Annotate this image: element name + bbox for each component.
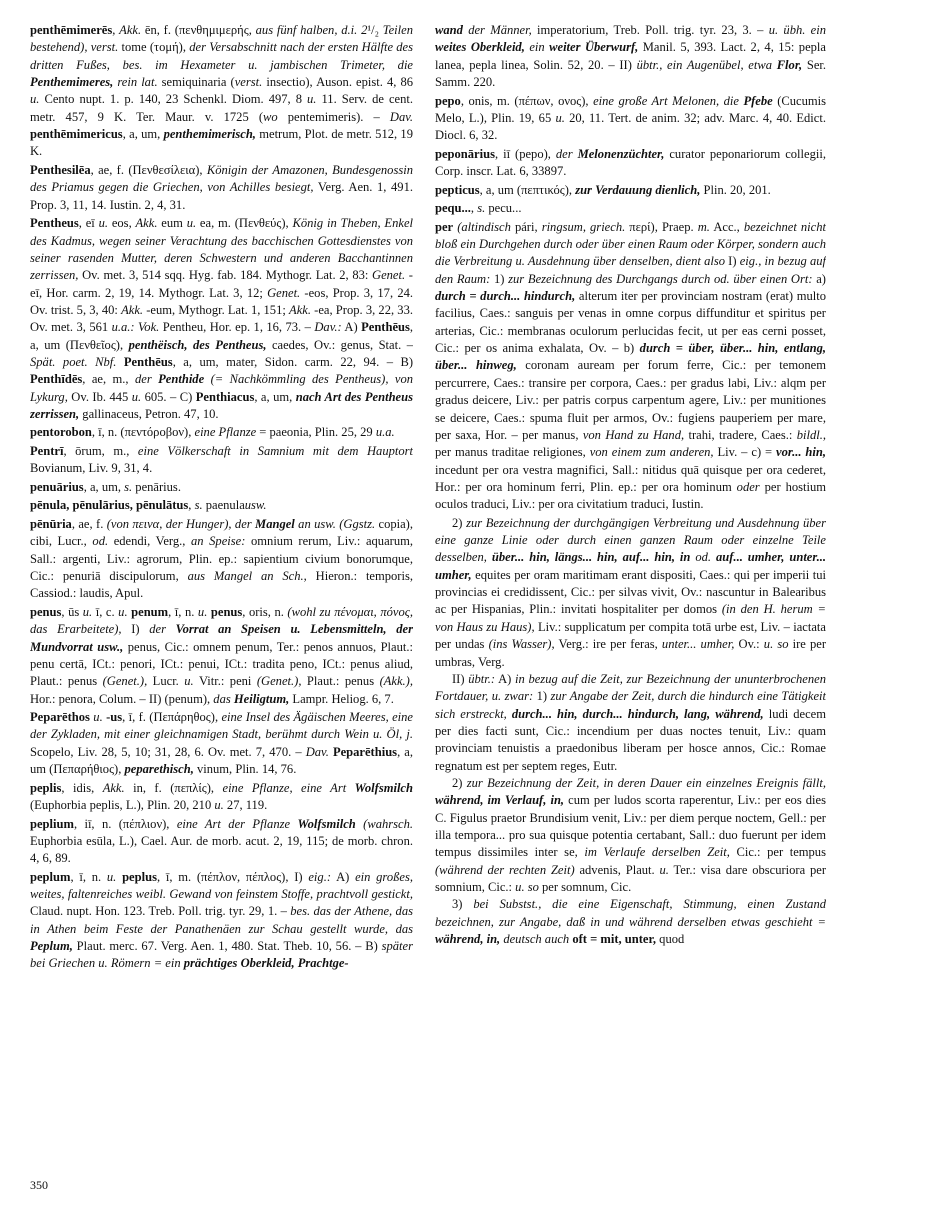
entry-text: , (188, 498, 195, 513)
entry-headword: pepticus (435, 182, 480, 197)
entry-headword: Penthesilēa (30, 162, 91, 177)
entry-text: (= Nachkömmling des Pentheus), von Lykurg, (30, 372, 413, 404)
entry-text: Penthīdēs (30, 372, 83, 387)
entry-text: quod (656, 932, 685, 946)
entry-text: 2) (452, 515, 467, 530)
entry-text: aus fünf halben, d.i. 2 (255, 23, 368, 37)
entry-text: , iī (pepo), (494, 146, 556, 161)
entry-text: , ī, m. (πέπλον, πέπλος), I) (156, 869, 309, 884)
entry-text: Penthēus (361, 320, 410, 335)
entry-text: , a, um (Πεπαρήθιος), (30, 744, 413, 777)
entry-text: , ī, n. (70, 869, 107, 884)
entry-text: Vitr.: peni (193, 674, 257, 689)
entry-text: , ae, f. (Πενθεσίλεια), (90, 162, 207, 177)
entry-text: curator peponariorum collegii, Corp. inscr. Lat. 6, 33897. (435, 146, 826, 179)
entry-text: Akk. (119, 23, 142, 37)
entry-text: ī, c. (92, 604, 119, 619)
entry-text: Ter.: visa dare obscuriora per somnium, Cic.: (435, 862, 826, 894)
entry-text: trahi, tradere, Caes.: (684, 427, 797, 442)
entry-text: später bei Griechen u. Römern = ein (30, 939, 413, 971)
entry-text: 2) (452, 775, 467, 790)
entry-text: semiquinaria ( (157, 75, 235, 90)
entry-text: Liv. – c) = (713, 445, 777, 460)
entry-text: übtr.: (468, 671, 496, 686)
entry-headword: pēnula, pēnulārius, pēnulātus (30, 498, 189, 513)
entry-text: per manus traditae religiones, (435, 445, 590, 460)
entry-text: Plaut. merc. 67. Verg. Aen. 1, 480. Stat. Theb. 10, 56. – B) (72, 939, 382, 954)
entry-headword: pēnūria (30, 516, 72, 531)
entry-text: Akk. (102, 780, 125, 795)
entry-text: König in Theben, Enkel des Kadmus, wegen seiner Verachtung des bacchischen Gottesdienstes von seiner rasenden Mutter, deren Schwestern und anderen Bacchantinnen zerrissen, (30, 216, 413, 283)
entry-text: ein (524, 40, 550, 55)
entry-text: Lampr. Heliog. 6, 7. (289, 691, 394, 706)
entry-text: Teilen bestehend), verst. (30, 23, 413, 55)
entry-text: 20, 11. Tert. de anim. 32; adv. Marc. 4, 40. Edict. Diocl. 6, 32. (435, 110, 826, 143)
entry-text: Flor, (776, 57, 803, 72)
entry-text: durch = durch... hindurch, (435, 289, 576, 304)
entry-text: u. (93, 710, 103, 725)
entry-text: Verg. Aen. 1, 491. Prop. 3, 11, 14. Iustin. 2, 4, 31. (30, 180, 413, 212)
entry-text: Ov. Ib. 445 (67, 389, 132, 404)
entry-text: m. (697, 219, 710, 234)
entry-text: u. (131, 389, 142, 404)
entry-text: u. (82, 604, 93, 619)
right-column (435, 22, 826, 1177)
entry-text: deutsch auch (500, 932, 573, 946)
sense-paragraph (435, 896, 826, 948)
entry-text: Heiligtum, (233, 691, 290, 706)
entry-text: , a, um, (254, 389, 296, 404)
entry-text: gallinaceus, Petron. 47, 10. (79, 406, 219, 421)
entry-text: 1) (490, 271, 509, 286)
entry-text: Cento nupt. 1. p. 140, 23 Schenkl. Diom. 497, 8 (39, 92, 308, 107)
entry-text: durch... hin, durch... hindurch, lang, während, (511, 706, 764, 721)
entry-text: u. (214, 798, 224, 812)
entry-text: , (112, 23, 120, 37)
entry-text: eine große Art Melonen, die (593, 93, 744, 108)
entry-text: A) (495, 671, 516, 686)
dictionary-entry (30, 215, 413, 423)
entry-text: -eum, Mythogr. Lat. 1, 151; (143, 302, 290, 317)
entry-headword: penus (30, 604, 62, 619)
dictionary-entry (30, 516, 413, 603)
entry-text: , eī (78, 216, 99, 231)
dictionary-entry (30, 816, 413, 868)
entry-text: pecu... (485, 201, 522, 216)
dictionary-entry (30, 162, 413, 214)
entry-headword: pentorobon (30, 425, 92, 440)
entry-text: ludi decem per dies facti sunt, Cic.: incendium per duas noctes tenuit, Liv.: quam provinciam tenuistis a praedonibus liberam per hosce annos, Cic.: Romae regnatum est per septem reges, Eutr. (435, 706, 826, 773)
entry-text: Penthēus (123, 354, 173, 369)
entry-text: Ov. met. 3, 514 sqq. Hyg. fab. 184. Mythogr. Lat. 2, 83: (78, 268, 373, 283)
entry-text: Ov.: (734, 637, 764, 652)
entry-text: bildl., (796, 427, 826, 442)
entry-text: u. (30, 92, 40, 107)
entry-text: , oris, n. (242, 604, 288, 619)
entry-text: Hor.: penora, Colum. – II) (penum), (30, 691, 214, 706)
entry-text: an usw. (Ggstz. (294, 516, 376, 531)
entry-text: durch = über, über... hin, entlang, über... hinweg, (435, 341, 826, 373)
entry-text: Pentheu, Hor. ep. 1, 16, 73. – (159, 320, 315, 335)
entry-text: übtr., ein Augenübel, etwa (636, 57, 777, 72)
entry-text: (Genet.), (102, 674, 148, 689)
entry-text: pentemimeris). – (277, 109, 390, 124)
entry-text: (wohl zu πένομαι, πόνος, das Erarbeitete), (30, 604, 413, 637)
entry-text: nach Art des Pentheus zerrissen, (30, 389, 413, 421)
entry-text: während, im Verlauf, in, (435, 793, 565, 808)
entry-text: u. so (515, 879, 539, 894)
entry-text: II) (452, 671, 469, 686)
entry-text: u. so (763, 637, 789, 652)
entry-text: über... hin, längs... hin, auf... hin, in (491, 550, 691, 565)
entry-text: 11. Serv. de cent. metr. 457, 9 K. Ter. Maur. v. 1725 ( (30, 92, 413, 124)
dictionary-entry (435, 146, 826, 181)
entry-text: u. (197, 604, 208, 619)
entry-text: (Cucumis Melo, L.), Plin. 19, 65 (435, 93, 826, 125)
entry-text: , a, um, mater, Sidon. carm. 22, 94. – B) (172, 354, 413, 369)
entry-text: A) (331, 869, 356, 884)
entry-text: 605. – C) (141, 389, 196, 404)
entry-text: a) (812, 271, 826, 286)
entry-text: I) (724, 254, 740, 269)
entry-text: weiter Überwurf, (549, 40, 639, 55)
entry-text: u. übh. ein (768, 23, 826, 37)
sense-paragraph (435, 515, 826, 671)
sense-paragraph (435, 671, 826, 775)
entry-text: u. (106, 869, 117, 884)
entry-headword: peponārius (435, 146, 495, 161)
entry-text: rein lat. (113, 75, 158, 90)
entry-text: 3) (452, 897, 474, 912)
entry-text: Dav.: (314, 320, 342, 335)
entry-text: , a, um (Πενθεῖος), (30, 320, 413, 352)
entry-text: , ūs (61, 604, 83, 619)
entry-text: ¹/₂ (367, 23, 383, 37)
entry-text: weites Oberkleid, (435, 40, 525, 55)
entry-text: ea, m. (Πενθεύς), (196, 216, 293, 231)
dictionary-entry (435, 200, 826, 217)
entry-text: alterum iter per provinciam nostram (erat) multo facilius, Caes.: sanguis per venas in omne corpus diffunditur et spiritus per arterias, Cic.: membranas oculorum perlucidas fecit, ut per eas cerni posset, Cic.: per os anima exhalata, Ov. – b) (435, 289, 826, 356)
entry-text: von Hand zu Hand, (582, 427, 685, 442)
entry-text: , ī, n. (168, 604, 198, 619)
entry-text: Mangel (255, 516, 295, 531)
entry-text: per somnum, Cic. (538, 879, 632, 894)
entry-text: Hieron.: temporis, Cassiod.: laudis, Apul. (30, 568, 413, 601)
dictionary-entry (30, 497, 413, 514)
entry-text: advenis, Plaut. (574, 862, 660, 877)
entry-text: bei Substst., die eine Eigenschaft, Stimmung, einen Zustand bezeichnen, zur Angabe, daß in und während derselben etwas geschieht = (435, 897, 826, 929)
entry-text: -ea, Prop. 3, 22, 33. Ov. met. 3, 561 (30, 302, 413, 335)
entry-headword: Pentrī (30, 444, 64, 458)
entry-text: eig.: (308, 869, 332, 884)
entry-text: -eī, Hor. carm. 2, 19, 14. Mythogr. Lat. 3, 12; (30, 268, 413, 300)
entry-text: penthēmimericus (30, 127, 123, 142)
entry-text: Königin der Amazonen, Bundesgenossin des Priamus gegen die Griechen, von Achilles besiegt, (30, 162, 413, 195)
entry-text: Penthemimeres, (30, 75, 114, 90)
entry-text: 1) (533, 689, 551, 704)
entry-text: περί), Praep. (625, 219, 698, 234)
dictionary-entry (30, 479, 413, 496)
entry-text: (Euphorbia peplis, L.), Plin. 20, 210 (30, 798, 215, 812)
entry-text: omnium rerum, Liv.: aquarum, Sall.: argenti, Liv.: agrorum, Plin. ep.: sapientium civium bonorumque, Cic.: penuriā discipulorum, (30, 534, 413, 583)
entry-text: vor... hin, (776, 445, 826, 460)
entry-text: Akk. (289, 302, 311, 317)
entry-text: od. (690, 550, 716, 565)
entry-headword: penthēmimerēs (30, 23, 113, 37)
dictionary-entry (30, 443, 413, 478)
entry-text: Bovianum, Liv. 9, 31, 4. (30, 461, 153, 476)
entry-text: Penthide (158, 372, 205, 387)
entry-text: zur Bezeichnung des Durchgangs durch od. über einen Ort: (508, 271, 813, 286)
entry-text: u.a.: Vok. (111, 320, 160, 335)
entry-text: Pfebe (743, 93, 773, 108)
entry-text: (Akk.), (379, 674, 413, 689)
entry-text: an Speise: (191, 534, 246, 549)
entry-text: 27, 119. (223, 798, 268, 812)
entry-text: der Versabschnitt nach der ersten Hälfte des dritten Fußes, bes. im Hexameter u. jambischen Trimeter, die (30, 40, 413, 72)
entry-text: penus, Cic.: omnem penum, Ter.: penos annuos, Plaut.: penu certā, ICt.: penori, ICt.: penui, ICt.: tradita peno, ICt.: penus aliud, Plaut.: penus (30, 639, 413, 689)
entry-text: s. (194, 498, 203, 513)
entry-text: cum per ludos scorta raperentur, Liv.: per eos dies C. Figulus praetor Brundisium venit, Liv.: per diem perque noctem, Gell.: per illa tempora... pro sua quisque potentia certabant, Sall.: duo fuerunt per idem tempus dissimiles inter se, (435, 793, 826, 860)
dictionary-entry (435, 22, 826, 91)
entry-text: u. (98, 216, 109, 231)
entry-text: penthëisch, des Pentheus, (128, 337, 267, 352)
entry-text: bezeichnet nicht bloß ein Durchgehen durch oder über einen Raum oder Körper, sondern auch die Verbreitung u. Ausdehnung über denselben, dient also (435, 219, 826, 269)
entry-text: tome (τομή), (118, 40, 190, 55)
entry-text: (altindisch (457, 219, 511, 234)
left-column (30, 22, 413, 1177)
entry-text: penārius. (132, 479, 181, 494)
sense-paragraph (435, 775, 826, 896)
dictionary-entry (30, 709, 413, 778)
entry-text: u. (659, 862, 669, 877)
entry-text: peparethisch, (124, 762, 194, 777)
entry-text: od. (92, 534, 109, 549)
entry-text: (ins Wasser), (488, 637, 555, 652)
entry-text: imperatorium, Treb. Poll. trig. tyr. 23, 3. – (531, 23, 769, 37)
entry-text: zur Verdauung dienlich, (575, 182, 701, 197)
dictionary-page (30, 22, 910, 1182)
entry-text: -eos, Prop. 3, 17, 24. Ov. trist. 5, 3, 40: (30, 285, 413, 317)
entry-text: u. (184, 674, 194, 689)
entry-text: der (149, 622, 176, 637)
entry-text: Vorrat an Speisen u. Lebensmitteln, der Mundvorrat usw., (30, 622, 413, 654)
entry-text: paenula (202, 498, 245, 513)
entry-text: eine Insel des Ägäischen Meeres, eine der Zykladen, mit einer gleichnamigen Stadt, berühmt durch Wein u. Öl, j. (30, 710, 413, 742)
entry-text: (von πεινα, der Hunger), der (106, 516, 256, 531)
entry-text: , a, um, (122, 127, 164, 142)
entry-text: copia), cibi, Lucr., (30, 516, 413, 549)
entry-text: Wolfsmilch (297, 816, 356, 831)
entry-text: Dav. (389, 109, 413, 124)
entry-text: oder (736, 479, 760, 494)
entry-text: Peparēthius (332, 744, 398, 759)
entry-text: das (213, 691, 234, 706)
entry-text: Melonenzüchter, (577, 146, 665, 161)
entry-text: , (470, 201, 478, 216)
entry-text: prächtiges Oberkleid, Prachtge- (183, 956, 349, 971)
entry-text: caedes, Ov.: genus, Stat. – (266, 337, 413, 352)
entry-text: A) (341, 320, 362, 335)
entry-text: , ae, f. (71, 516, 107, 531)
entry-text: Dav. (305, 744, 329, 759)
entry-text: Plaut.: penus (301, 674, 380, 689)
dictionary-entry (30, 22, 413, 161)
page-number: 350 (30, 1178, 48, 1192)
entry-text: aus Mangel an Sch., (187, 568, 307, 583)
entry-text: der (135, 372, 159, 387)
entry-text: von einem zum anderen, (589, 445, 714, 460)
entry-text: wo (263, 109, 278, 124)
entry-text: eine Pflanze (194, 425, 257, 440)
entry-text: Claud. nupt. Hon. 123. Treb. Poll. trig. tyr. 29, 1. – (30, 904, 291, 919)
entry-text: , onis, m. (πέπων, ονος), (460, 93, 594, 108)
entry-headword: pequ... (435, 201, 471, 216)
entry-text: , a, um (πεπτικός), (479, 182, 576, 197)
entry-text: edendi, Verg., (108, 534, 192, 549)
entry-text: Acc., (709, 219, 744, 234)
entry-headword: pepo (435, 93, 461, 108)
entry-text: (während der rechten Zeit) (435, 862, 575, 877)
entry-text: verst. (234, 75, 263, 90)
dictionary-entry (30, 424, 413, 441)
entry-text: penus (210, 604, 243, 619)
entry-text: penum (131, 604, 169, 619)
entry-text: Manil. 5, 393. Lact. 2, 4, 15: pepla lanea, pepla linea, Solin. 52, 20. – II) (435, 40, 826, 72)
entry-text: Euphorbia esūla, L.), Cael. Aur. de morb. acut. 2, 19, 115; de morb. chron. 4, 6, 89. (30, 833, 413, 866)
entry-text: unter... umher, (661, 637, 735, 652)
dictionary-entry (30, 604, 413, 708)
entry-text: (in den H. herum = von Haus zu Haus), (435, 602, 826, 634)
entry-text: Genet. (372, 268, 406, 283)
entry-text: während, in, (435, 932, 501, 946)
entry-text: , ī, n. (πεντόροβον), (91, 425, 195, 440)
entry-text: Peplum, (30, 939, 73, 954)
entry-text: s. (124, 479, 133, 494)
entry-text: ringsum, griech. (541, 219, 626, 234)
entry-headword: peplium (30, 816, 74, 831)
entry-text: metrum, Plot. de metr. 512, 19 K. (30, 127, 413, 159)
entry-text: u. (555, 110, 565, 125)
entry-text: -us (106, 710, 123, 725)
entry-text (116, 355, 123, 369)
entry-text: u. (186, 216, 197, 231)
entry-text: der Männer, (462, 23, 532, 37)
entry-headword: peplis (30, 780, 62, 795)
entry-text: per hostium oculos traduci, Liv.: per ora civitatium traduci, Iustin. (435, 479, 826, 512)
dictionary-entry (30, 780, 413, 815)
entry-text: zur Angabe der Zeit, durch die hindurch eine Tätigkeit sich erstreckt, (435, 689, 826, 721)
dictionary-entry (30, 869, 413, 973)
dictionary-entry (435, 219, 826, 514)
entry-text: eine Art der Pflanze (176, 816, 298, 831)
entry-text: eig., in bezug auf den Raum: (435, 254, 826, 286)
entry-text: s. (477, 201, 486, 216)
entry-text: in, f. (πεπλίς), (124, 780, 223, 795)
entry-text: Wolfsmilch (354, 780, 413, 795)
entry-text: wand (435, 23, 463, 37)
entry-text: ēn, f. (πενθημιμερής, (141, 23, 256, 37)
entry-text: , ōrum, m., (63, 444, 138, 458)
entry-headword: penuārius (30, 479, 84, 494)
entry-text: u.a. (375, 425, 395, 440)
entry-text: vinum, Plin. 14, 76. (193, 762, 297, 777)
entry-text: eos, (108, 216, 136, 231)
entry-text: ein großes, weites, faltenreiches weibl. Gewand von feinstem Stoffe, prachtvoll gestickt, (30, 869, 413, 902)
entry-text: , ae, m., (82, 372, 135, 387)
entry-text: der (555, 146, 578, 161)
entry-text: u. (307, 92, 317, 107)
entry-text: zur Bezeichnung der durchgängigen Verbreitung und Ausdehnung über eine ganze Linie oder durch einen ganzen Raum oder einzelne Teile desselben, (435, 515, 826, 565)
entry-headword: per (435, 219, 454, 234)
entry-text: incedunt per ora vestra magnifici, Sall.: nitidus quā quisque per ora cederet, Hor.: per ora hominum ferri, Plin. ep.: per ora hominum (435, 462, 826, 494)
entry-text: Akk. (121, 302, 144, 317)
entry-text: , idis, (61, 780, 103, 795)
entry-text: Cic.: per tempus (729, 845, 826, 860)
entry-text: eine Pflanze, eine Art (222, 780, 355, 795)
entry-text: coronam auream per forum ferre, Cic.: per temonem percurrere, Caes.: transire per corpora, Caes.: per gradus labi, Liv.: alqm per gradus deicere, Liv.: per patris corpus carpentum agere, Liv.: per munitiones se deicere, Caes.: spuma fluit per armos, Ov.: fugiens pauperiem per mare, per saxa, Hor. – per manus, (435, 358, 826, 442)
entry-text: usw. (244, 498, 267, 513)
entry-text: eum (157, 216, 187, 231)
entry-text: equites per oram maritimam erant dispositi, Caes.: qui per imperii tui provincias ei credidissent, Cic.: per silvas vivit, Ov.: nascuntur in Balearibus ac per Hispanias, Plin.: invitati hospitaliter per domos (435, 567, 826, 617)
entry-text: bes. das der Athene, das in Athen beim Feste der Panathenäen zur Schau gestellt wurde, das (30, 904, 413, 936)
entry-text: (wahrsch. (355, 816, 413, 831)
entry-text: Akk. (135, 216, 158, 231)
entry-text: Genet. (267, 285, 301, 300)
entry-text: in bezug auf die Zeit, zur Bezeichnung der ununterbrochenen Fortdauer, u. zwar: (435, 671, 826, 704)
entry-text: Ser. Samm. 220. (435, 57, 826, 90)
entry-text: = paeonia, Plin. 25, 29 (256, 425, 376, 440)
entry-text: I) (121, 622, 150, 637)
entry-text: Spät. poet. Nbf. (30, 354, 117, 369)
entry-text: penthemimerisch, (163, 127, 256, 142)
entry-text: auf... umher, unter... umher, (435, 550, 826, 582)
entry-text: Verg.: ire per feras, (554, 637, 662, 652)
entry-text: , a, um, (83, 479, 125, 494)
entry-headword: Pentheus (30, 216, 79, 231)
entry-headword: Peparēthos (30, 710, 90, 725)
entry-headword: peplum (30, 869, 71, 884)
entry-text: , iī, n. (πέπλιον), (73, 816, 177, 831)
entry-text: oft = mit, unter, (572, 932, 657, 946)
entry-text: peplus (122, 869, 157, 884)
entry-text: Plin. 20, 201. (700, 182, 771, 197)
dictionary-entry (435, 182, 826, 199)
entry-text: , ī, f. (Πεπάρηθος), (122, 710, 222, 725)
dictionary-entry (435, 93, 826, 145)
entry-text: pári, (510, 219, 542, 234)
entry-text: (Genet.), (256, 674, 302, 689)
entry-text: Scopelo, Liv. 28, 5, 10; 31, 28, 6. Ov. met. 7, 470. – (30, 744, 306, 759)
entry-text: Liv.: supplicatum per compita totā urbe est, Liv. – iactata per undas (435, 619, 826, 652)
entry-text: u. (118, 604, 128, 619)
entry-text: Lucr. (147, 674, 185, 689)
entry-text: zur Bezeichnung der Zeit, in deren Dauer ein einzelnes Ereignis fällt, (466, 775, 826, 790)
entry-text: Penthiacus (195, 389, 255, 404)
entry-text: eine Völkerschaft in Samnium mit dem Hauptort (137, 444, 413, 458)
entry-text: insectio), Auson. epist. 4, 86 (262, 75, 413, 90)
entry-text: ire per umbras, Verg. (435, 637, 826, 669)
entry-text: im Verlaufe derselben Zeit, (584, 845, 730, 860)
